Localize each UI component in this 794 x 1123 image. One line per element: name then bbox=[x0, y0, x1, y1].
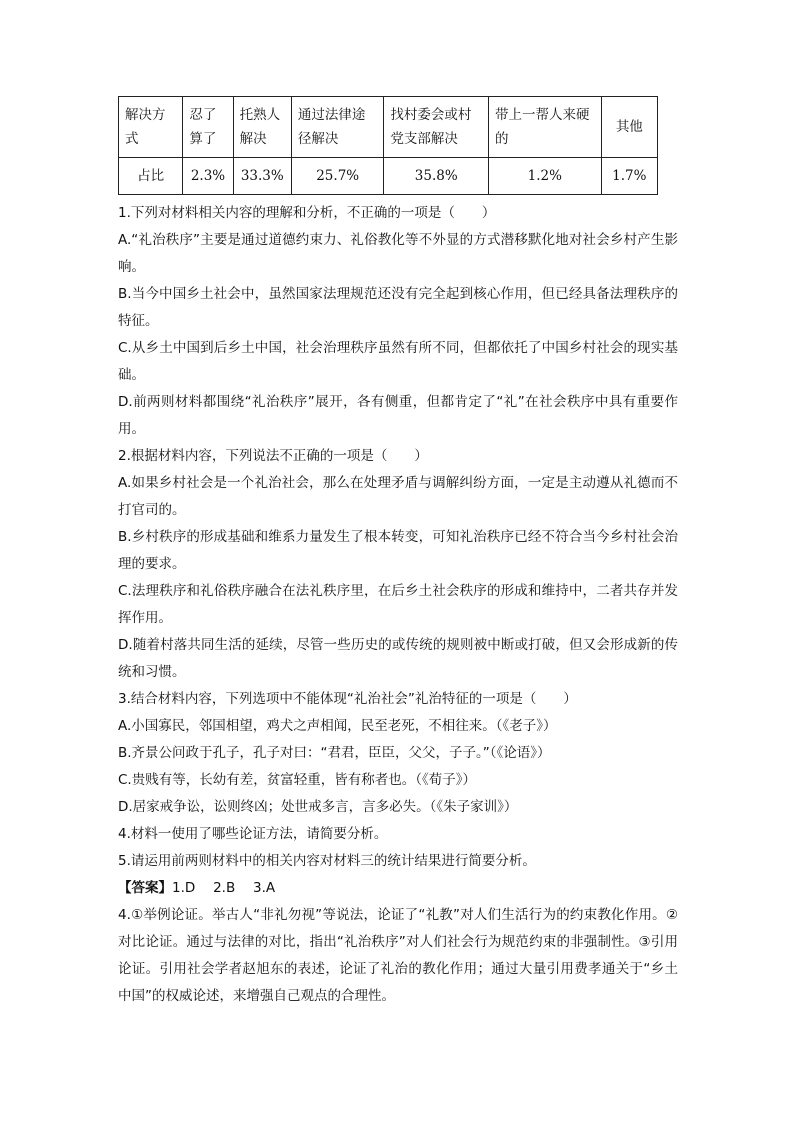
question-2-stem: 2.根据材料内容，下列说法不正确的一项是（ ） bbox=[118, 448, 428, 464]
answer-q4: 4.①举例论证。举古人“非礼勿视”等说法，论证了“礼教”对人们生活行为的约束教化作用。②对比论证。通过与法律的对比，指出“礼治秩序”对人们社会行为规范约束的非强制性。③引用论证。引用社会学者赵旭东的表述，论证了礼治的教化作用；通过大量引用费孝通关于“乡土中国”的权威论述，来增强自己观点的合理性。 bbox=[118, 907, 678, 1004]
table-header-cell: 通过法律途径解决 bbox=[291, 97, 384, 158]
table-cell: 2.3% bbox=[183, 158, 233, 195]
table-row-label: 占比 bbox=[119, 158, 183, 195]
question-1-stem: 1.下列对材料相关内容的理解和分析，不正确的一项是（ ） bbox=[118, 205, 496, 221]
table-cell: 25.7% bbox=[291, 158, 384, 195]
question-3-option-b: B.齐景公问政于孔子，孔子对曰：“君君，臣臣，父父，子子。”（《论语》） bbox=[118, 745, 551, 761]
question-1-option-d: D.前两则材料都围绕“礼治秩序”展开，各有侧重，但都肯定了“礼”在社会秩序中具有重要作用。 bbox=[118, 394, 678, 437]
answer-line bbox=[118, 875, 678, 902]
table-header-cell: 托熟人解决 bbox=[233, 97, 291, 158]
table-header-cell: 找村委会或村党支部解决 bbox=[384, 97, 489, 158]
question-3-option-d: D.居家戒争讼，讼则终凶；处世戒多言，言多必失。（《朱子家训》） bbox=[118, 799, 518, 815]
answer-choices: 1.D 2.B 3.A bbox=[172, 880, 276, 896]
answer-label: 【答案】 bbox=[118, 880, 172, 896]
question-2-option-c: C.法理秩序和礼俗秩序融合在法礼秩序里，在后乡土社会秩序的形成和维持中，二者共存并发挥作用。 bbox=[118, 583, 678, 626]
table-cell: 35.8% bbox=[384, 158, 489, 195]
question-5: 5.请运用前两则材料中的相关内容对材料三的统计结果进行简要分析。 bbox=[118, 853, 536, 869]
question-1-option-a: A.“礼治秩序”主要是通过道德约束力、礼俗教化等不外显的方式潜移默化地对社会乡村产生影响。 bbox=[118, 232, 678, 275]
table-header-cell: 解决方式 bbox=[119, 97, 183, 158]
question-2-option-d: D.随着村落共同生活的延续，尽管一些历史的或传统的规则被中断或打破，但又会形成新的传统和习惯。 bbox=[118, 637, 678, 680]
question-1-option-c: C.从乡土中国到后乡土中国，社会治理秩序虽然有所不同，但都依托了中国乡村社会的现实基础。 bbox=[118, 340, 678, 383]
questions-section bbox=[118, 200, 678, 1010]
question-2-option-a: A.如果乡村社会是一个礼治社会，那么在处理矛盾与调解纠纷方面，一定是主动遵从礼德而不打官司的。 bbox=[118, 475, 678, 518]
question-3-option-c: C.贵贱有等，长幼有差，贫富轻重，皆有称者也。（《荀子》） bbox=[118, 772, 476, 788]
question-2-option-b: B.乡村秩序的形成基础和维系力量发生了根本转变，可知礼治秩序已经不符合当今乡村社会治理的要求。 bbox=[118, 529, 678, 572]
table-header-row bbox=[119, 97, 658, 158]
table-cell: 1.7% bbox=[601, 158, 657, 195]
question-3-stem: 3.结合材料内容，下列选项中不能体现“礼治社会”礼治特征的一项是（ ） bbox=[118, 691, 577, 707]
table-cell: 1.2% bbox=[489, 158, 602, 195]
table-header-cell: 其他 bbox=[601, 97, 657, 158]
question-1-option-b: B.当今中国乡土社会中，虽然国家法理规范还没有完全起到核心作用，但已经具备法理秩序的特征。 bbox=[118, 286, 678, 329]
table-value-row bbox=[119, 158, 658, 195]
question-4: 4.材料一使用了哪些论证方法，请简要分析。 bbox=[118, 826, 388, 842]
table-header-cell: 带上一帮人来硬的 bbox=[489, 97, 602, 158]
statistics-table bbox=[118, 96, 658, 195]
question-3-option-a: A.小国寡民，邻国相望，鸡犬之声相闻，民至老死，不相往来。（《老子》） bbox=[118, 718, 557, 734]
table-header-cell: 忍了算了 bbox=[183, 97, 233, 158]
table-cell: 33.3% bbox=[233, 158, 291, 195]
